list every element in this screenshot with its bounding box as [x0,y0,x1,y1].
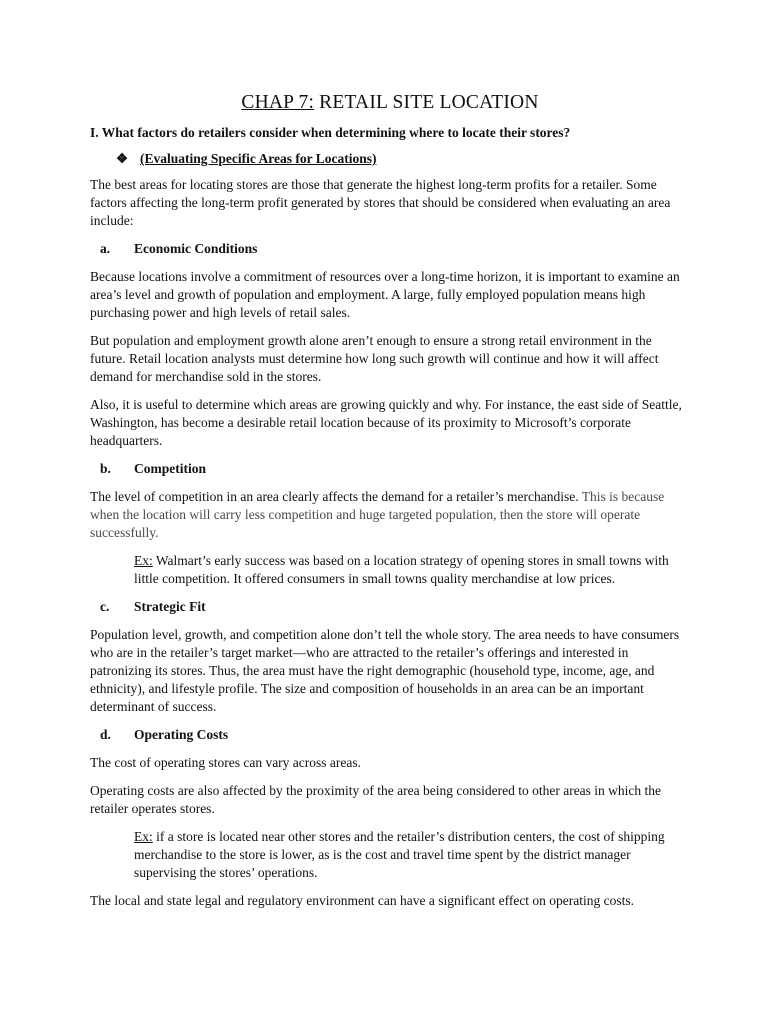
paragraph: Operating costs are also affected by the proximity of the area being considered to other areas in which the retailer operates stores. [90,783,662,816]
page-title [90,92,690,114]
question-heading: I. What factors do retailers consider when determining where to locate their stores? [90,125,571,140]
example-block [134,552,690,588]
section-title: Economic Conditions [134,241,258,256]
section-heading-operating-costs [100,726,690,744]
section-heading-economic [100,240,690,258]
example-label: Ex: [134,829,153,844]
title-text: RETAIL SITE LOCATION [314,92,539,113]
title-chapter: CHAP 7: [241,92,315,113]
paragraph-part: The level of competition in an area clearly affects the demand for a retailer’s merchandise. [90,489,582,504]
bullet-heading-text: (Evaluating Specific Areas for Locations) [140,151,377,166]
paragraph: Because locations involve a commitment of resources over a long-time horizon, it is important to examine an area’s level and growth of population and employment. A large, fully employed population means high purchasing power and high levels of retail sales. [90,269,680,320]
intro-paragraph: The best areas for locating stores are those that generate the highest long-term profits for a retailer. Some factors affecting the long-term profit generated by stores that should be considered when evaluating an area include: [90,177,671,228]
example-text: if a store is located near other stores and the retailer’s distribution centers, the cost of shipping merchandise to the store is lower, as is the cost and travel time spent by the district manager supervising the stores’ operations. [134,829,665,880]
diamond-bullet-icon: ❖ [116,151,129,166]
section-title: Operating Costs [134,727,229,742]
section-letter: b. [100,461,111,476]
section-letter: c. [100,599,110,614]
section-title: Competition [134,461,206,476]
section-title: Strategic Fit [134,599,206,614]
section-heading-strategic-fit [100,598,690,616]
example-text: Walmart’s early success was based on a location strategy of opening stores in small towns with little competition. It offered consumers in small towns quality merchandise at low prices. [134,553,669,586]
section-heading-competition [100,460,690,478]
paragraph-part: This is because when the location will carry less competition and huge targeted population, then the store will operate successfully. [90,489,665,540]
example-block [134,828,690,882]
section-letter: a. [100,241,111,256]
paragraph: The local and state legal and regulatory environment can have a significant effect on operating costs. [90,893,635,908]
document-body [90,92,690,920]
paragraph: Population level, growth, and competition alone don’t tell the whole story. The area needs to have consumers who are in the retailer’s target market—who are attracted to the retailer’s offerings and interested in patronizing its stores. Thus, the area must have the right demographic (household type, income, age, and ethnicity), and lifestyle profile. The size and composition of households in an area can be an important determinant of success. [90,627,680,714]
bullet-heading [116,150,690,168]
paragraph: The cost of operating stores can vary across areas. [90,755,362,770]
paragraph [90,488,690,542]
example-label: Ex: [134,553,153,568]
section-letter: d. [100,727,111,742]
paragraph: Also, it is useful to determine which areas are growing quickly and why. For instance, the east side of Seattle, Washington, has become a desirable retail location because of its proximity to Microsoft’s corporate headquarters. [90,397,682,448]
paragraph: But population and employment growth alone aren’t enough to ensure a strong retail environment in the future. Retail location analysts must determine how long such growth will continue and how it will affect demand for merchandise sold in the stores. [90,333,659,384]
